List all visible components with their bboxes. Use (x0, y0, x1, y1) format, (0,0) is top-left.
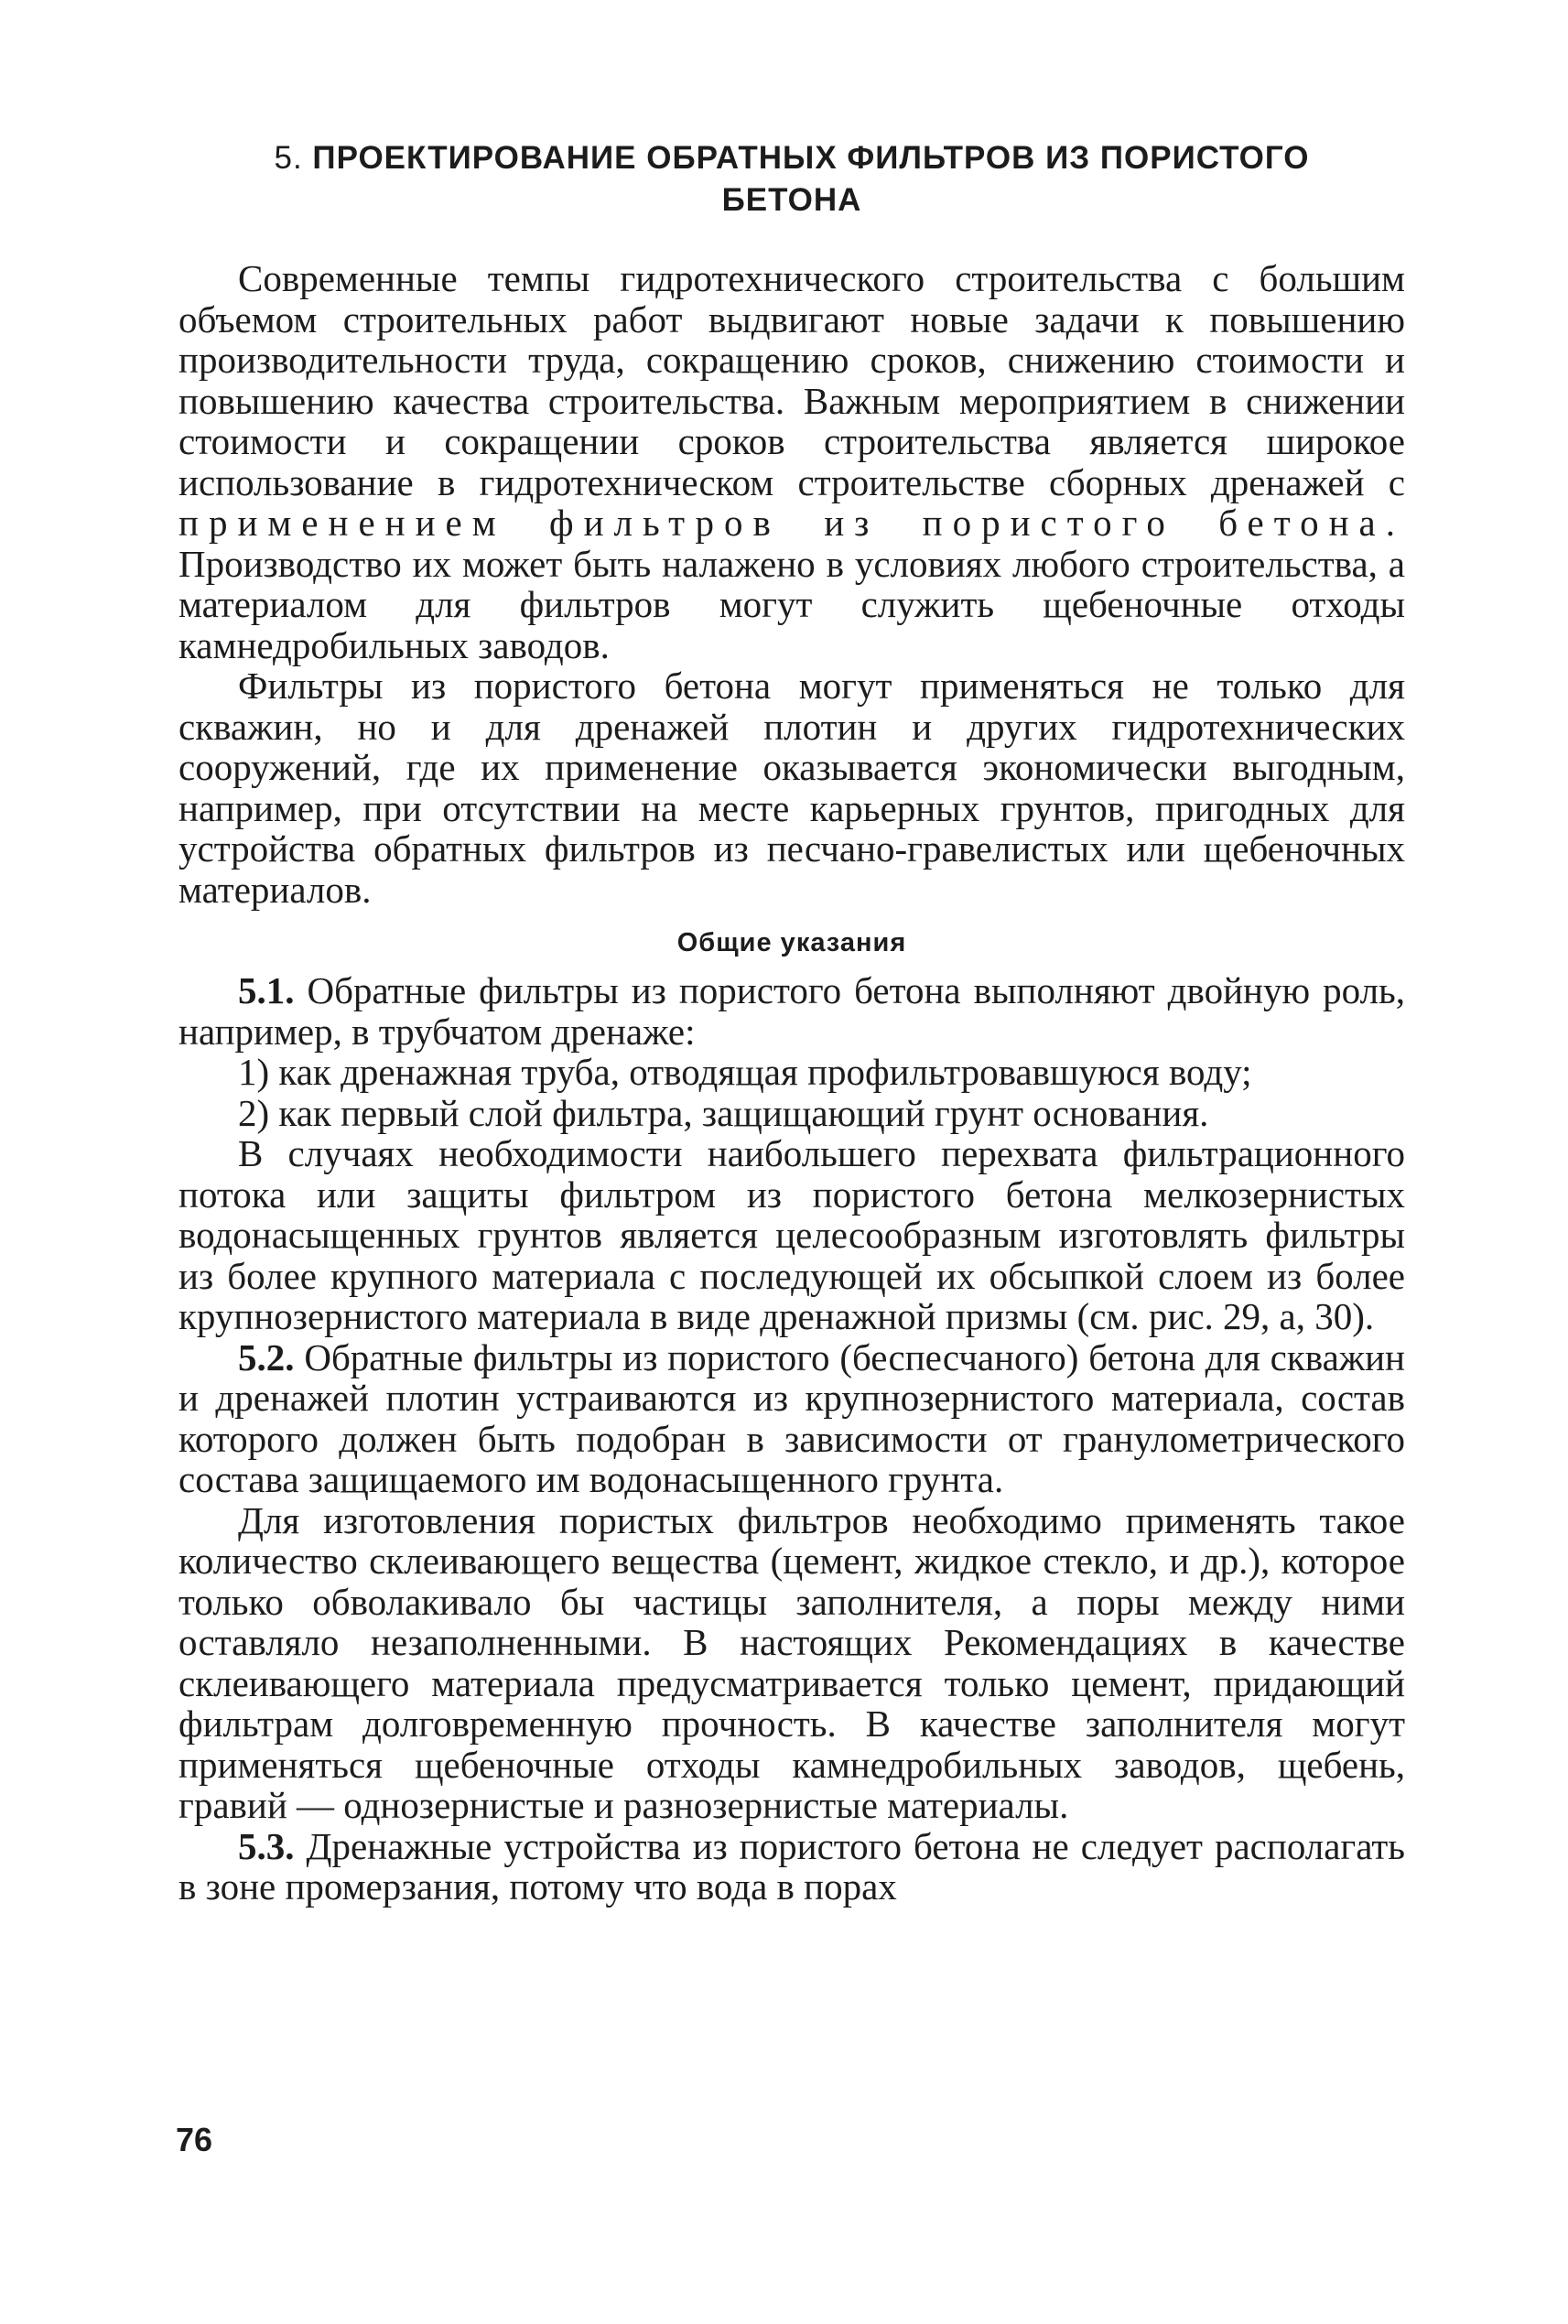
item-5-3 (178, 1826, 1405, 1908)
list-item-1: 1) как дренажная труба, отводящая профильтровавшуюся воду; (238, 1051, 1252, 1093)
item-5-2-number: 5.2. (238, 1335, 295, 1378)
intro-p1-spaced-emphasis: применением фильтров из пористого бетона. (178, 502, 1405, 544)
item-5-1-text: Обратные фильтры из пористого бетона выполняют двойную роль, например, в трубчатом дренаже: (178, 969, 1405, 1053)
intro-paragraph-2: Фильтры из пористого бетона могут применяться не только для скважин, но и для дренажей плотин и других гидротехнических сооружений, где их применение оказывается экономически выгодным, например, при отсутствии на месте карьерных грунтов, пригодных для устройства обратных фильтров из песчано-гравелистых или щебеночных материалов. (178, 665, 1405, 911)
paragraph-making: Для изготовления пористых фильтров необходимо применять такое количество склеивающего вещества (цемент, жидкое стекло, и др.), которое только обволакивало бы частицы заполнителя, а поры между ними оставляло незаполненными. В настоящих Рекомендациях в качестве склеивающего материала предусматривается только цемент, придающий фильтрам долговременную прочность. В качестве заполнителя могут применяться щебеночные отходы камнедробильных заводов, щебень, гравий — однозернистые и разнозернистые материалы. (178, 1498, 1405, 1826)
item-5-1-number: 5.1. (238, 969, 295, 1011)
item-5-2 (178, 1337, 1405, 1500)
section-number: 5. (274, 140, 303, 176)
subheading-general: Общие указания (676, 928, 907, 957)
list-item-2: 2) как первый слой фильтра, защищающий грунт основания. (238, 1091, 1209, 1134)
item-5-3-text: Дренажные устройства из пористого бетона не следует располагать в зоне промерзания, потому что вода в порах (178, 1824, 1405, 1908)
page-number: 76 (176, 2121, 213, 2158)
item-5-1 (178, 970, 1405, 1052)
section-title (178, 137, 1405, 222)
section-title-line2: БЕТОНА (721, 182, 862, 218)
role-list (178, 1052, 1405, 1133)
intro-p1-before: Современные темпы гидротехнического строительства с большим объемом строительных работ выдвигают новые задачи к повышению производительности труда, сокращению сроков, снижению стоимости и повышению качества строительства. Важным мероприятием в снижении стоимости и сокращении сроков строительства является широкое использование в гидротехническом строительстве сборных дренажей с (178, 257, 1405, 503)
page-content (178, 137, 1405, 1908)
item-5-2-text: Обратные фильтры из пористого (беспесчаного) бетона для скважин и дренажей плотин устраиваются из крупнозернистого материала, состав которого должен быть подобран в зависимости от гранулометрического состава защищаемого им водонасыщенного грунта. (178, 1335, 1405, 1500)
item-5-3-number: 5.3. (238, 1824, 295, 1867)
paragraph-cases: В случаях необходимости наибольшего перехвата фильтрационного потока или защиты фильтром из пористого бетона мелкозернистых водонасыщенных грунтов является целесообразным изготовлять фильтры из более крупного материала с последующей их обсыпкой слоем из более крупнозернистого материала в виде дренажной призмы (см. рис. 29, а, 30). (178, 1132, 1405, 1337)
section-title-line1: ПРОЕКТИРОВАНИЕ ОБРАТНЫХ ФИЛЬТРОВ ИЗ ПОРИСТОГО (312, 140, 1310, 176)
intro-paragraph-1 (178, 258, 1405, 665)
intro-p1-after: Производство их может быть налажено в условиях любого строительства, а материалом для фильтров могут служить щебеночные отходы камнедробильных заводов. (178, 542, 1405, 666)
